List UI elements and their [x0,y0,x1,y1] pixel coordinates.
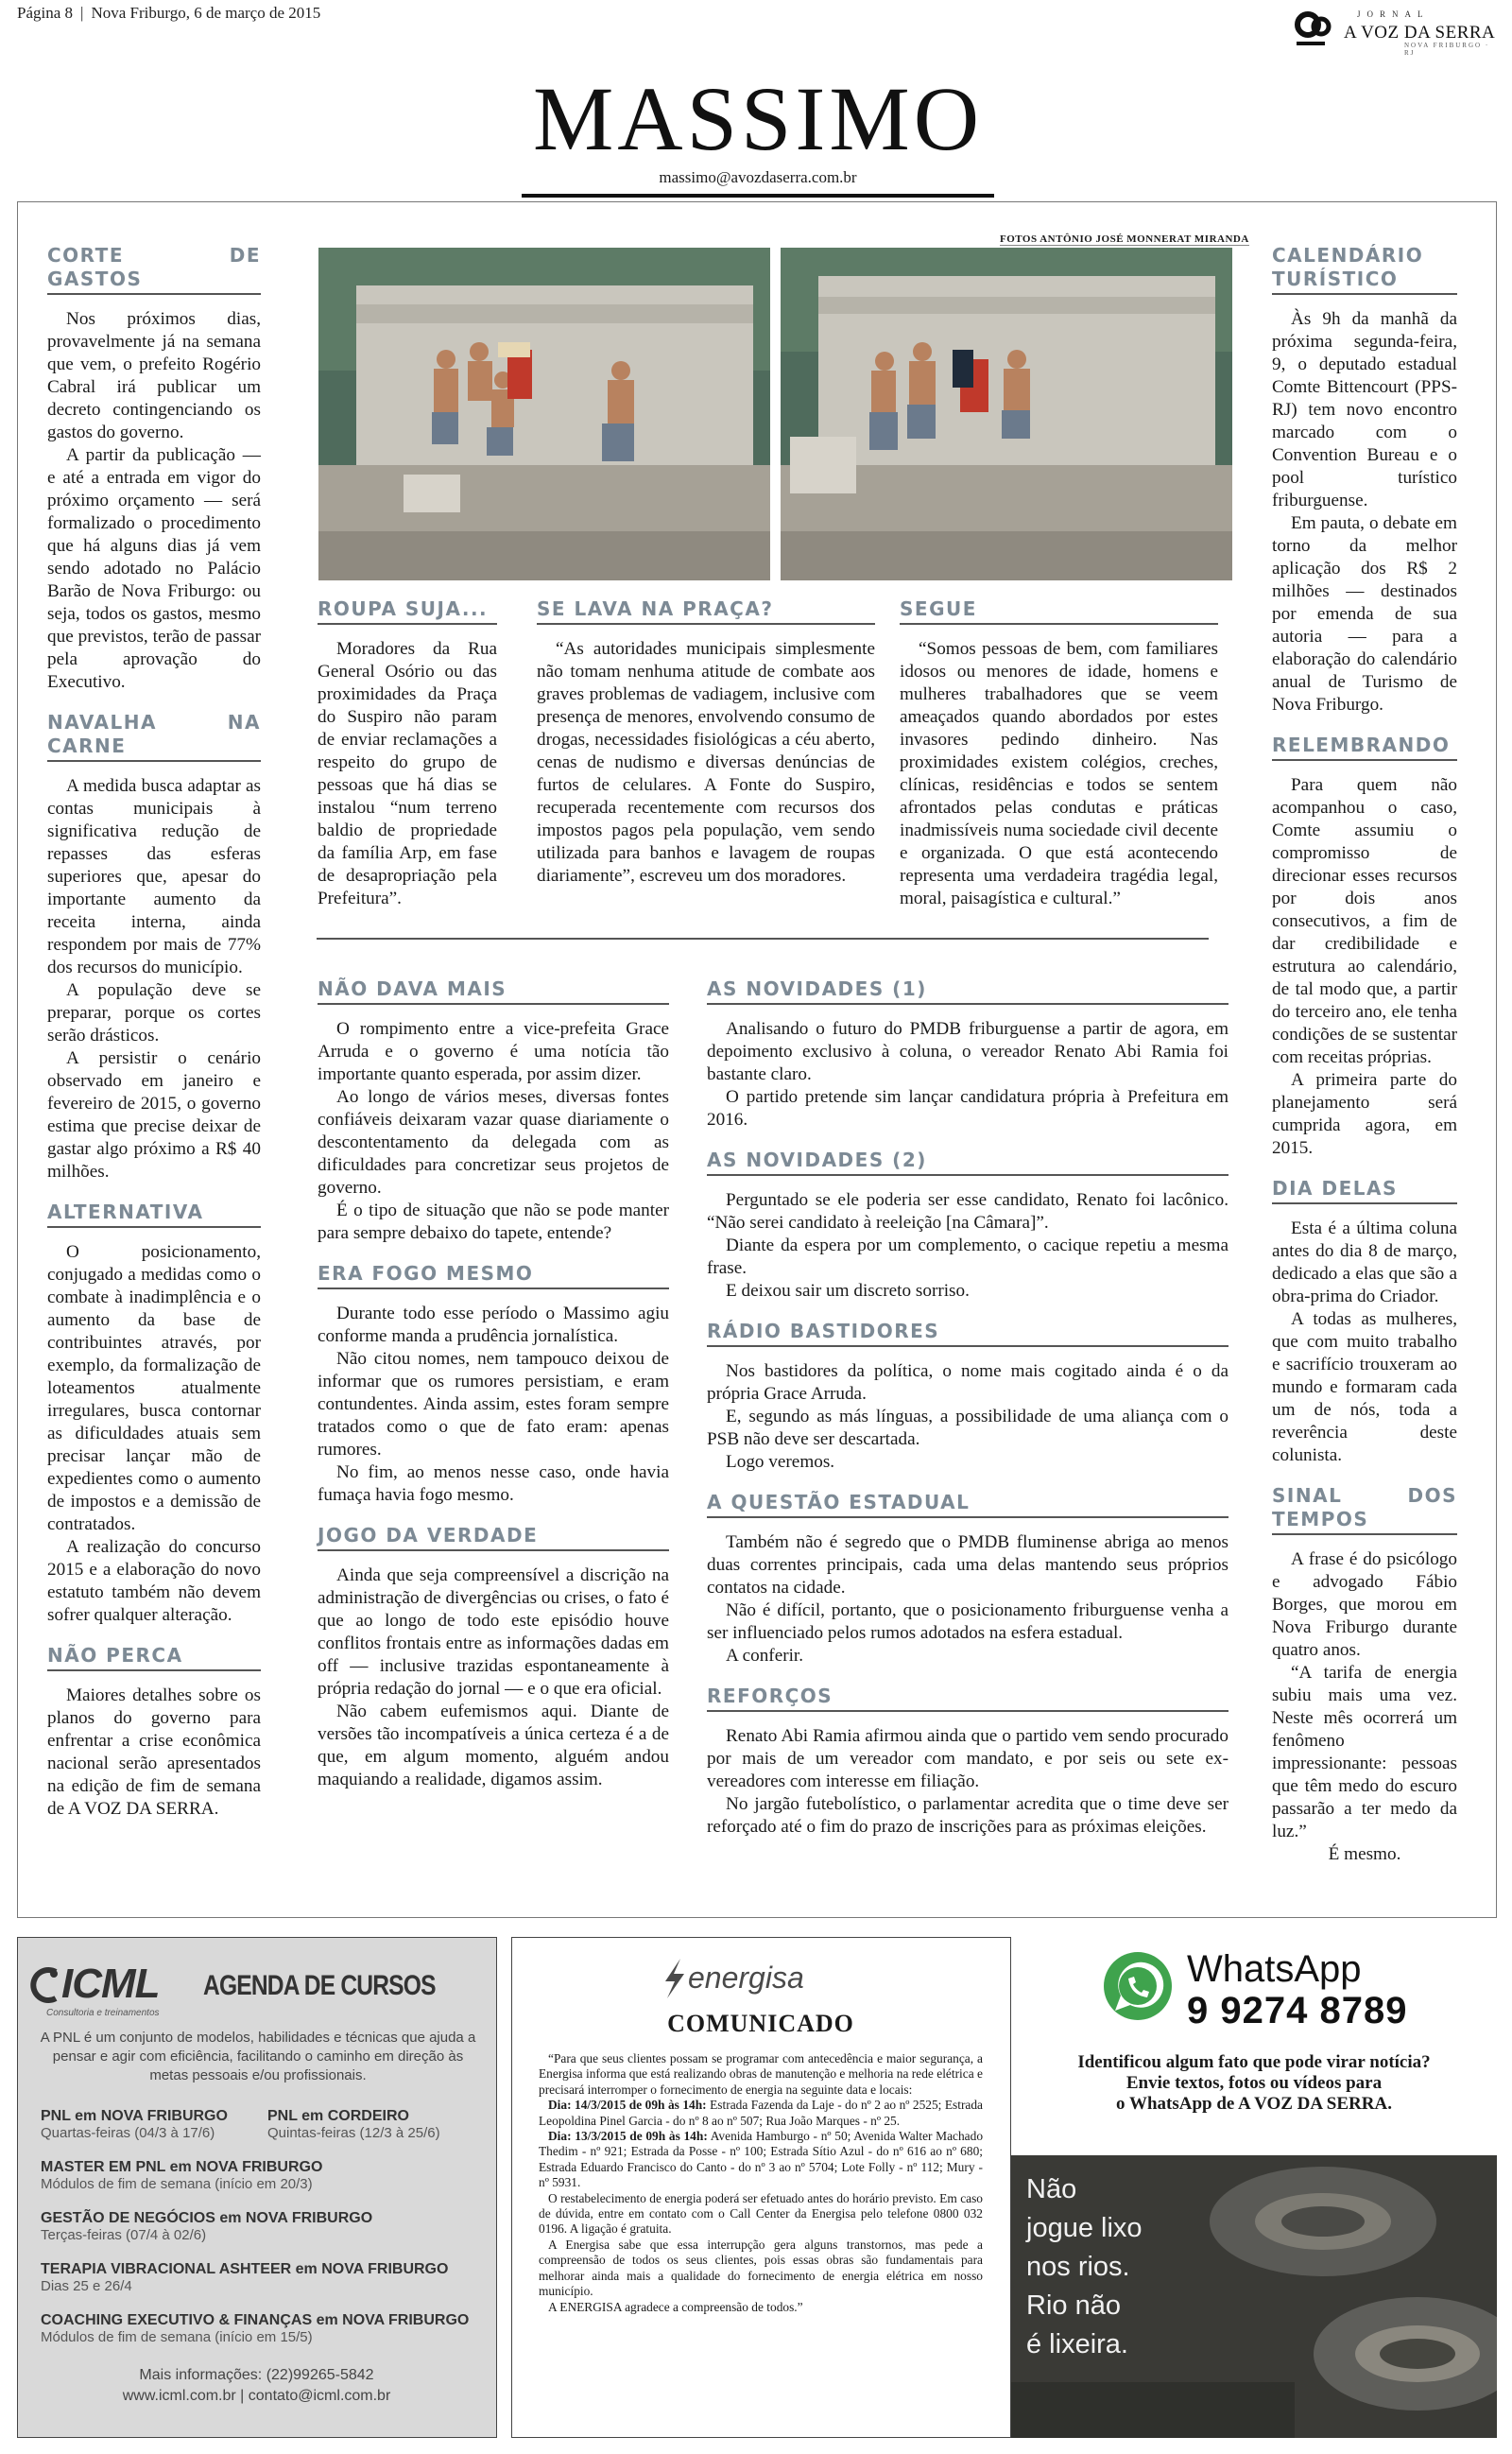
paragraph: A persistir o cenário observado em janeiro e fevereiro de 2015, o governo estima que precise deixar de gastar algo próximo a R$ 40 milhões. [47,1048,261,1182]
icml-intro: A PNL é um conjunto de modelos, habilidades e técnicas que ajuda a pensar e agir com eficiência, facilitando o caminho em direção às metas pessoais e/ou profissionais. [40,2030,476,2083]
paragraph: O partido pretende sim lançar candidatura própria à Prefeitura em 2016. [707,1087,1228,1130]
paragraph: E deixou sair um discreto sorriso. [726,1281,970,1301]
paragraph: Não cabem eufemismos aqui. Diante de versões tão incompatíveis a única certeza é a de que, em algum momento, alguém andou maquiando a realidade, digamos assim. [318,1702,669,1789]
ad-icml-courses[interactable] [17,1937,497,2438]
heading-nao-dava-mais: NÃO DAVA MAIS [318,977,669,1005]
course-title: GESTÃO DE NEGÓCIOS em NOVA FRIBURGO [41,2210,373,2226]
icml-logo-subtitle: Consultoria e treinamentos [46,2008,160,2018]
newspaper-brand [1291,6,1499,57]
heading-se-lava-na-praca: SE LAVA NA PRAÇA? [537,597,875,625]
heading-as-novidades-2: AS NOVIDADES (2) [707,1149,1228,1176]
heading-dia-delas: DIA DELAS [1272,1177,1457,1204]
paragraph: A realização do concurso 2015 e a elaboração do novo estatuto também não devem sofrer qualquer alteração. [47,1537,261,1625]
paragraph: O rompimento entre a vice-prefeita Grace Arruda e o governo é uma notícia tão importante quanto esperada, por assim dizer. [318,1019,669,1084]
message-line: Não [1026,2174,1077,2204]
icml-phone: Mais informações: (22)99265-5842 [139,2367,374,2383]
paragraph: Nos bastidores da política, o nome mais cogitado ainda é o da própria Grace Arruda. [707,1361,1228,1404]
header-separator: | [80,4,84,22]
whatsapp-number[interactable]: 9 9274 8789 [1187,1990,1408,2031]
ad-whatsapp[interactable] [1011,1937,1497,2147]
paragraph: Moradores da Rua General Osório ou das proximidades da Praça do Suspiro não param de enviar reclamações a respeito do grupo de pessoas que há dias se instalou “num terreno baldio de propriedade da família Arp, em fase de desapropriação pela Prefeitura”. [318,639,497,908]
photo-credit: FOTOS ANTÔNIO JOSÉ MONNERAT MIRANDA [1000,233,1249,245]
paragraph: Não é difícil, portanto, que o posicionamento friburguense venha a ser influenciado pelos rumos adotados na esfera estadual. [707,1600,1228,1643]
message-line: nos rios. [1026,2252,1130,2282]
paragraph: A conferir. [726,1646,804,1666]
paragraph: “A tarifa de energia subiu mais uma vez. Neste mês ocorrerá um fenômeno impressionante: pessoas que têm medo do escuro passarão a ter medo da luz.” [1272,1663,1457,1841]
photo-fountain-right-image [781,248,1232,580]
page-number: Página 8 [17,4,74,22]
course-title: COACHING EXECUTIVO & FINANÇAS em NOVA FRIBURGO [41,2312,470,2328]
paragraph: Perguntado se ele poderia ser esse candidato, Renato foi lacônico. “Não serei candidato à reeleição [na Câmara]”. [707,1190,1228,1233]
outage-locations: Avenida Hamburgo - nº 50; Avenida Walter Machado Thedim - nº 921; Estrada da Posse - nº 100; Estrada Sítio Azul - do nº 616 ao nº 680; Estrada Eduardo Francisco do Canto - do nº 3 ao nº 5704; Lote Folly - nº 112; Mury - nº 5931. [539,2129,984,2190]
icml-website[interactable]: www.icml.com.br | contato@icml.com.br [122,2388,391,2404]
paragraph: No jargão futebolístico, o parlamentar acredita que o time deve ser reforçado até o fim do prazo de inscrições para as próximas eleições. [707,1794,1228,1837]
outage-date: Dia: 13/3/2015 de 09h às 14h: [548,2129,708,2144]
column-masthead [522,68,994,187]
page-header-line [17,4,320,23]
newspaper-logo-icon [1291,6,1336,51]
heading-roupa-suja: ROUPA SUJA... [318,597,497,625]
paragraph: Também não é segredo que o PMDB fluminense abriga ao menos duas correntes principais, cada uma delas mantendo seus próprios contatos na cidade. [707,1532,1228,1598]
heading-era-fogo-mesmo: ERA FOGO MESMO [318,1262,669,1289]
paragraph: Esta é a última coluna antes do dia 8 de março, dedicado a elas que são a obra-prima do Criador. [1272,1218,1457,1306]
heading-alternativa: ALTERNATIVA [47,1201,261,1228]
column-title: MASSIMO [532,68,984,169]
column-email: massimo@avozdaserra.com.br [659,168,857,186]
whatsapp-line: Envie textos, fotos ou vídeos para [1125,2073,1383,2093]
energisa-title: COMUNICADO [667,2010,854,2037]
course-title: PNL em NOVA FRIBURGO [41,2108,228,2124]
section-divider [317,938,1209,940]
course-schedule: Módulos de fim de semana (início em 20/3) [41,2176,313,2192]
course-schedule: Terças-feiras (07/4 à 02/6) [41,2227,207,2243]
heading-a-questao-estadual: A QUESTÃO ESTADUAL [707,1491,1228,1518]
city-date: Nova Friburgo, 6 de março de 2015 [91,4,321,22]
paragraph: Nos próximos dias, provavelmente já na semana que vem, o prefeito Rogério Cabral irá publicar um decreto contingenciando os gastos do governo. [47,309,261,442]
message-line: Rio não [1026,2290,1121,2321]
energisa-paragraph: A ENERGISA agradece a compreensão de todos.” [548,2299,803,2314]
whatsapp-title: WhatsApp [1187,1948,1362,1990]
whatsapp-text [1011,2052,1497,2115]
center-column-2 [707,977,1228,1839]
course-schedule: Dias 25 e 26/4 [41,2278,132,2294]
energisa-body [539,2051,983,2315]
paragraph: É o tipo de situação que não se pode manter para sempre debaixo do tapete, entende? [318,1201,669,1243]
paragraph: A população deve se preparar, porque os cortes serão drásticos. [47,980,261,1046]
mid-column-1 [318,597,497,910]
whatsapp-icon [1100,1948,1176,2024]
paragraph: É mesmo. [1328,1844,1401,1864]
heading-corte-de-gastos: CORTE DE GASTOS [47,244,261,295]
paragraph: A partir da publicação — e até a entrada em vigor do próximo orçamento — será formalizado o procedimento que há alguns dias já vem sendo adotado no Palácio Barão de Nova Friburgo: ou seja, todos os gastos, mesmo que previstos, terão de passar pela aprovação do Executivo. [47,445,261,692]
paragraph: Diante da espera por um complemento, o cacique repetiu a mesma frase. [707,1236,1228,1278]
paragraph: Em pauta, o debate em torno da melhor aplicação dos R$ 2 milhões — destinados por emenda de sua autoria — para a elaboração do calendário anual de Turismo de Nova Friburgo. [1272,513,1457,715]
paragraph: No fim, ao menos nesse caso, onde havia fumaça havia fogo mesmo. [318,1462,669,1505]
paragraph: Maiores detalhes sobre os planos do governo para enfrentar a crise econômica nacional serão apresentados na edição de fim de semana de A VOZ DA SERRA. [47,1685,261,1819]
icml-logo-text: ICML [61,1961,160,2007]
course-schedule: Módulos de fim de semana (início em 15/5) [41,2329,313,2345]
right-column [1272,244,1457,1866]
course-title: MASTER EM PNL em NOVA FRIBURGO [41,2159,323,2175]
outage-locations: Estrada Fazenda da Laje - do nº 2 ao nº 2525; Estrada Leopoldina Pinel Garcia - do nº 8 ao nº 507; Rua João Marques - nº 25. [539,2098,984,2128]
left-column [47,244,261,1821]
paragraph: E, segundo as más línguas, a possibilidade de uma aliança com o PSB não deve ser descartada. [707,1407,1228,1449]
heading-jogo-da-verdade: JOGO DA VERDADE [318,1524,669,1551]
energisa-logo-icon [660,1957,686,2000]
paragraph: O posicionamento, conjugado a medidas como o combate à inadimplência e o aumento da base de contribuintes através, por exemplo, da formalização de loteamentos atualmente irregulares, busca contornar as dificuldades atuais sem precisar lançar mão de expedientes como o aumento de impostos e a demissão de contratados. [47,1242,261,1534]
mid-column-3 [900,597,1218,910]
ad-energisa-communique[interactable] [511,1937,1011,2438]
paragraph: “Somos pessoas de bem, com familiares idosos ou menores de idade, homens e mulheres trabalhadores que se veem ameaçados quando abordados por estes invasores pedindo dinheiro. Nas proximidades existem colégios, creches, clínicas, residências e todos se sentem afrontados pelas condutas e práticas inadmissíveis numa sociedade civil decente e organizada. O que está acontecendo representa uma verdadeira tragédia legal, moral, paisagística e cultural.” [900,639,1218,908]
message-line: jogue lixo [1026,2213,1143,2243]
paragraph: A frase é do psicólogo e advogado Fábio Borges, que morou em Nova Friburgo durante quatro anos. [1272,1549,1457,1660]
course-schedule: Quartas-feiras (04/3 à 17/6) [41,2125,215,2141]
paragraph: Ainda que seja compreensível a discrição na administração de divergências ou crises, o fato é que ao longo de todo este episódio houve conflitos frontais entre as informações dadas em off — inclusive trazidas espontaneamente à própria redação do jornal — e o que era oficial. [318,1565,669,1699]
brand-city: NOVA FRIBURGO · RJ [1404,42,1490,57]
photo-fountain-right [781,248,1232,580]
message-line: é lixeira. [1026,2329,1128,2359]
paragraph: Logo veremos. [726,1452,835,1472]
photo-fountain-left [318,248,770,580]
heading-calendario-turistico: CALENDÁRIO TURÍSTICO [1272,244,1457,295]
paragraph: Ao longo de vários meses, diversas fontes confiáveis deixaram vazar quase diariamente o descontentamento da delegada com as dificuldades para concretizar seus projetos de governo. [318,1087,669,1198]
course-title: PNL em CORDEIRO [267,2108,409,2124]
icml-logo-icon [27,1964,63,2006]
center-column-1 [318,977,669,1791]
paragraph: Analisando o futuro do PMDB friburguense a partir de agora, em depoimento exclusivo à coluna, o vereador Renato Abi Ramia foi bastante claro. [707,1019,1228,1084]
paragraph: Às 9h da manhã da próxima segunda-feira, 9, o deputado estadual Comte Bittencourt (PPS-RJ) tem novo encontro marcado com o Convention Bureau e o pool turístico friburguense. [1272,309,1457,510]
whatsapp-line: Identificou algum fato que pode virar notícia? [1077,2052,1431,2072]
paragraph: Não citou nomes, nem tampouco deixou de informar que os rumores persistiam, e eram contundentes. Ainda assim, estes foram sempre tratados como o que de fato eram: apenas rumores. [318,1349,669,1460]
mid-column-2 [537,597,875,888]
heading-sinal-dos-tempos: SINAL DOS TEMPOS [1272,1484,1457,1535]
course-title: TERAPIA VIBRACIONAL ASHTEER em NOVA FRIBURGO [41,2261,449,2277]
heading-reforcos: REFORÇOS [707,1685,1228,1712]
outage-date: Dia: 14/3/2015 de 09h às 14h: [548,2098,707,2113]
heading-segue: SEGUE [900,597,1218,625]
paragraph: A todas as mulheres, que com muito trabalho e sacrifício trouxeram ao mundo e formaram cada um de nós, toda a reverência deste colunista. [1272,1309,1457,1465]
heading-relembrando: RELEMBRANDO [1272,734,1457,761]
environment-message [1026,2170,1143,2364]
masthead-rule [522,194,994,198]
icml-title: AGENDA DE CURSOS [203,1970,436,2001]
paragraph: “As autoridades municipais simplesmente não tomam nenhuma atitude de combate aos graves problemas de vadiagem, inclusive com presença de menores, envolvendo consumo de drogas, necessidades fisiológicas a céu aberto, cenas de nudismo e diversas denúncias de furtos de celulares. A Fonte do Suspiro, recuperada recentemente com recursos dos impostos pagos pela população, vem sendo utilizada para banhos e lavagem de roupas diariamente”, escreveu um dos moradores. [537,639,875,886]
heading-as-novidades-1: AS NOVIDADES (1) [707,977,1228,1005]
energisa-paragraph: O restabelecimento de energia poderá ser efetuado antes do horário previsto. Em caso de dúvida, entre em contato com o Call Center da Energisa pelo telefone 0800 032 0196. A ligação é gratuita. [539,2190,983,2237]
heading-navalha-na-carne: NAVALHA NA CARNE [47,711,261,762]
paragraph: Para quem não acompanhou o caso, Comte assumiu o compromisso de direcionar esses recursos por dois anos consecutivos, a fim de dar credibilidade e estrutura ao calendário, de tal modo que, a partir do terceiro ano, ele tenha condições de se sustentar com receitas próprias. [1272,775,1457,1067]
energisa-intro: “Para que seus clientes possam se programar com antecedência e maior segurança, a Energisa informa que está realizando obras de manutenção e melhoria na rede elétrica e precisará interromper o fornecimento de energia na seguinte data e locais: [539,2051,983,2097]
course-schedule: Quintas-feiras (12/3 à 25/6) [267,2125,440,2141]
paragraph: Durante todo esse período o Massimo agiu conforme manda a prudência jornalística. [318,1304,669,1346]
paragraph: Renato Abi Ramia afirmou ainda que o partido vem sendo procurado por mais de um vereador com mandato, e por seis ou sete ex-vereadores com interesse em filiação. [707,1726,1228,1791]
paragraph: A primeira parte do planejamento será cumprida agora, em 2015. [1272,1070,1457,1158]
brand-small-label: JORNAL [1357,9,1430,19]
ad-environment [1011,2155,1497,2438]
heading-radio-bastidores: RÁDIO BASTIDORES [707,1320,1228,1347]
brand-name: A VOZ DA SERRA [1344,23,1496,43]
energisa-logo-text: energisa [688,1961,804,1995]
whatsapp-line: o WhatsApp de A VOZ DA SERRA. [1116,2094,1392,2114]
photo-fountain-left-image [318,248,770,580]
heading-nao-perca: NÃO PERCA [47,1644,261,1671]
energisa-paragraph: A Energisa sabe que essa interrupção gera alguns transtornos, mas pede a compreensão de todos os seus clientes, pois essas obras são fundamentais para melhorar ainda mais a qualidade do fornecimento de energia elétrica em nosso município. [539,2237,983,2299]
paragraph: A medida busca adaptar as contas municipais à significativa redução de repasses das esferas superiores que, apesar do importante aumento da receita interna, ainda respondem por mais de 77% dos recursos do município. [47,776,261,977]
